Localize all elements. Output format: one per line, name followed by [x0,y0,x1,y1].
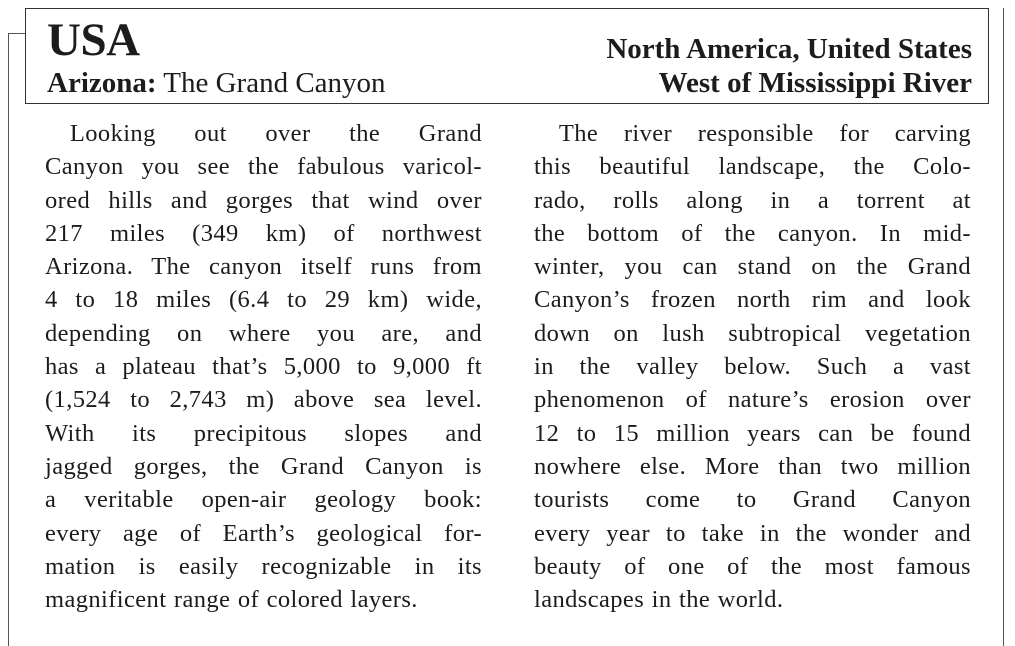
location-subtitle [47,69,386,98]
site-name: The Grand Canyon [156,67,386,99]
subregion-title: West of Mississippi River [658,67,972,99]
text-line: mation is easily recognizable in its [45,552,482,580]
text-line: the bottom of the canyon. In mid- [534,219,971,247]
text-line: a veritable open-air geology book: [45,486,482,514]
text-line: 4 to 18 miles (6.4 to 29 km) wide, [45,286,482,314]
text-line: tourists come to Grand Canyon [534,486,971,514]
text-line: depending on where you are, and [45,319,482,347]
text-line: landscapes in the world. [534,586,784,614]
text-line: has a plateau that’s 5,000 to 9,000 ft [45,353,482,381]
header-box [25,8,989,104]
text-line: jagged gorges, the Grand Canyon is [45,452,482,480]
state-name: Arizona: [47,67,157,99]
text-line: beauty of one of the most famous [534,552,971,580]
text-line: 12 to 15 million years can be found [534,419,971,447]
country-title: USA [47,14,140,66]
text-line: Arizona. The canyon itself runs from [45,253,482,281]
text-line: ored hills and gorges that wind over [45,186,482,214]
page-frame-right [1003,8,1004,646]
text-line: this beautiful landscape, the Colo- [534,153,971,181]
text-line: With its precipitous slopes and [45,419,482,447]
text-line: Canyon’s frozen north rim and look [534,286,971,314]
text-line: Canyon you see the fabulous varicol- [45,153,482,181]
text-line: winter, you can stand on the Grand [534,253,971,281]
page-frame-top [8,33,25,34]
text-line: 217 miles (349 km) of northwest [45,219,482,247]
text-line: The river responsible for carving [534,120,971,147]
text-line: Looking out over the Grand [45,120,482,147]
text-line: down on lush subtropical vegetation [534,319,971,347]
text-line: rado, rolls along in a torrent at [534,186,971,214]
text-line: magnificent range of colored layers. [45,586,418,614]
text-line: nowhere else. More than two million [534,452,971,480]
right-column-text [534,117,971,616]
text-line: (1,524 to 2,743 m) above sea level. [45,386,482,414]
page-frame-left [8,33,9,646]
text-line: every age of Earth’s geological for- [45,519,482,547]
text-line: in the valley below. Such a vast [534,353,971,381]
text-line: phenomenon of nature’s erosion over [534,386,971,414]
text-line: every year to take in the wonder and [534,519,971,547]
left-column-text [45,117,482,616]
region-title: North America, United States [606,33,972,65]
